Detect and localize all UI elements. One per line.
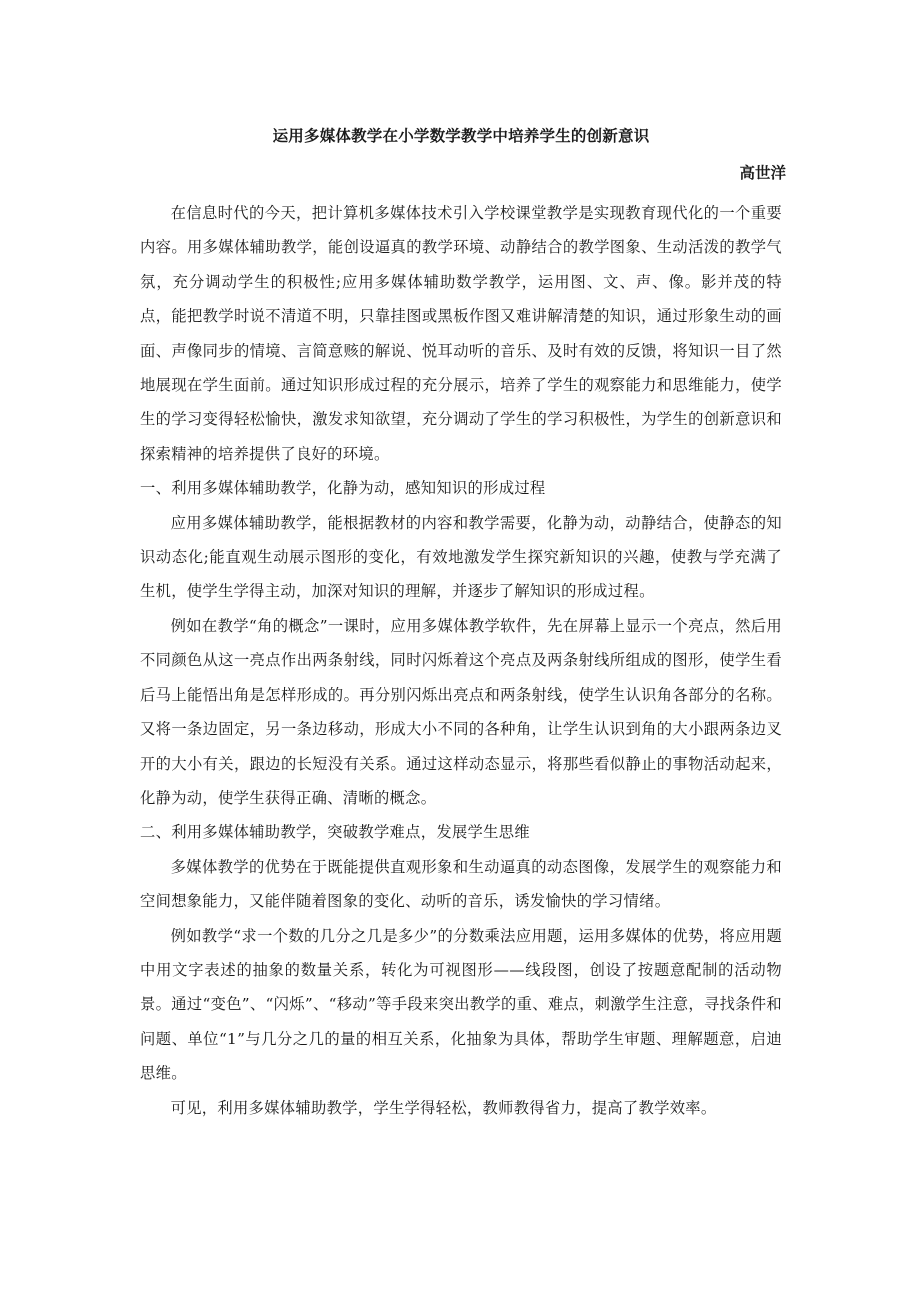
paragraph-conclusion: 可见，利用多媒体辅助教学，学生学得轻松，教师教得省力，提高了教学效率。	[170, 1098, 717, 1117]
paragraph-section1-body: 应用多媒体辅助教学，能根据教材的内容和教学需要，化静为动，动静结合，使静态的知识动态化;能直观生动展示图形的变化，有效地激发学生探究新知识的兴趣，使教与学充满了生机，使学生学得主动，加深对知识的理解，并逐步了解知识的形成过程。	[140, 513, 782, 601]
document-author: 高世洋	[739, 164, 786, 182]
paragraph-section2-example: 例如教学“求一个数的几分之几是多少”的分数乘法应用题，运用多媒体的优势，将应用题中用文字表述的抽象的数量关系，转化为可视图形——线段图，创设了按题意配制的活动物景。通过“变色”、“闪烁”、“移动”等手段来突出教学的重、难点，刺激学生注意，寻找条件和问题、单位“1”与几分之几的量的相互关系，化抽象为具体，帮助学生审题、理解题意，启迪思维。	[140, 926, 782, 1083]
section-heading-2: 二、利用多媒体辅助教学，突破教学难点，发展学生思维	[140, 823, 530, 842]
section-heading-1: 一、利用多媒体辅助教学，化静为动，感知知识的形成过程	[140, 479, 546, 498]
paragraph-section1-example: 例如在教学“角的概念”一课时，应用多媒体教学软件，先在屏幕上显示一个亮点，然后用不同颜色从这一亮点作出两条射线，同时闪烁着这个亮点及两条射线所组成的图形，使学生看后马上能悟出角是怎样形成的。再分别闪烁出亮点和两条射线，使学生认识角各部分的名称。又将一条边固定，另一条边移动，形成大小不同的各种角，让学生认识到角的大小跟两条边叉开的大小有关，跟边的长短没有关系。通过这样动态显示，将那些看似静止的事物活动起来，化静为动，使学生获得正确、清晰的概念。	[140, 616, 782, 807]
document-title: 运用多媒体教学在小学数学教学中培养学生的创新意识	[272, 127, 650, 145]
document-body	[140, 196, 782, 1125]
paragraph-intro: 在信息时代的今天，把计算机多媒体技术引入学校课堂教学是实现教育现代化的一个重要内容。用多媒体辅助教学，能创设逼真的教学环境、动静结合的教学图象、生动活泼的教学气氛，充分调动学生的积极性;应用多媒体辅助数学教学，运用图、文、声、像。影并茂的特点，能把教学时说不清道不明，只靠挂图或黑板作图又难讲解清楚的知识，通过形象生动的画面、声像同步的情境、言简意赅的解说、悦耳动听的音乐、及时有效的反馈，将知识一目了然地展现在学生面前。通过知识形成过程的充分展示，培养了学生的观察能力和思维能力，使学生的学习变得轻松愉快，激发求知欲望，充分调动了学生的学习积极性，为学生的创新意识和探索精神的培养提供了良好的环境。	[140, 204, 782, 463]
paragraph-section2-body: 多媒体教学的优势在于既能提供直观形象和生动逼真的动态图像，发展学生的观察能力和空间想象能力，又能伴随着图象的变化、动听的音乐，诱发愉快的学习情绪。	[140, 857, 782, 911]
